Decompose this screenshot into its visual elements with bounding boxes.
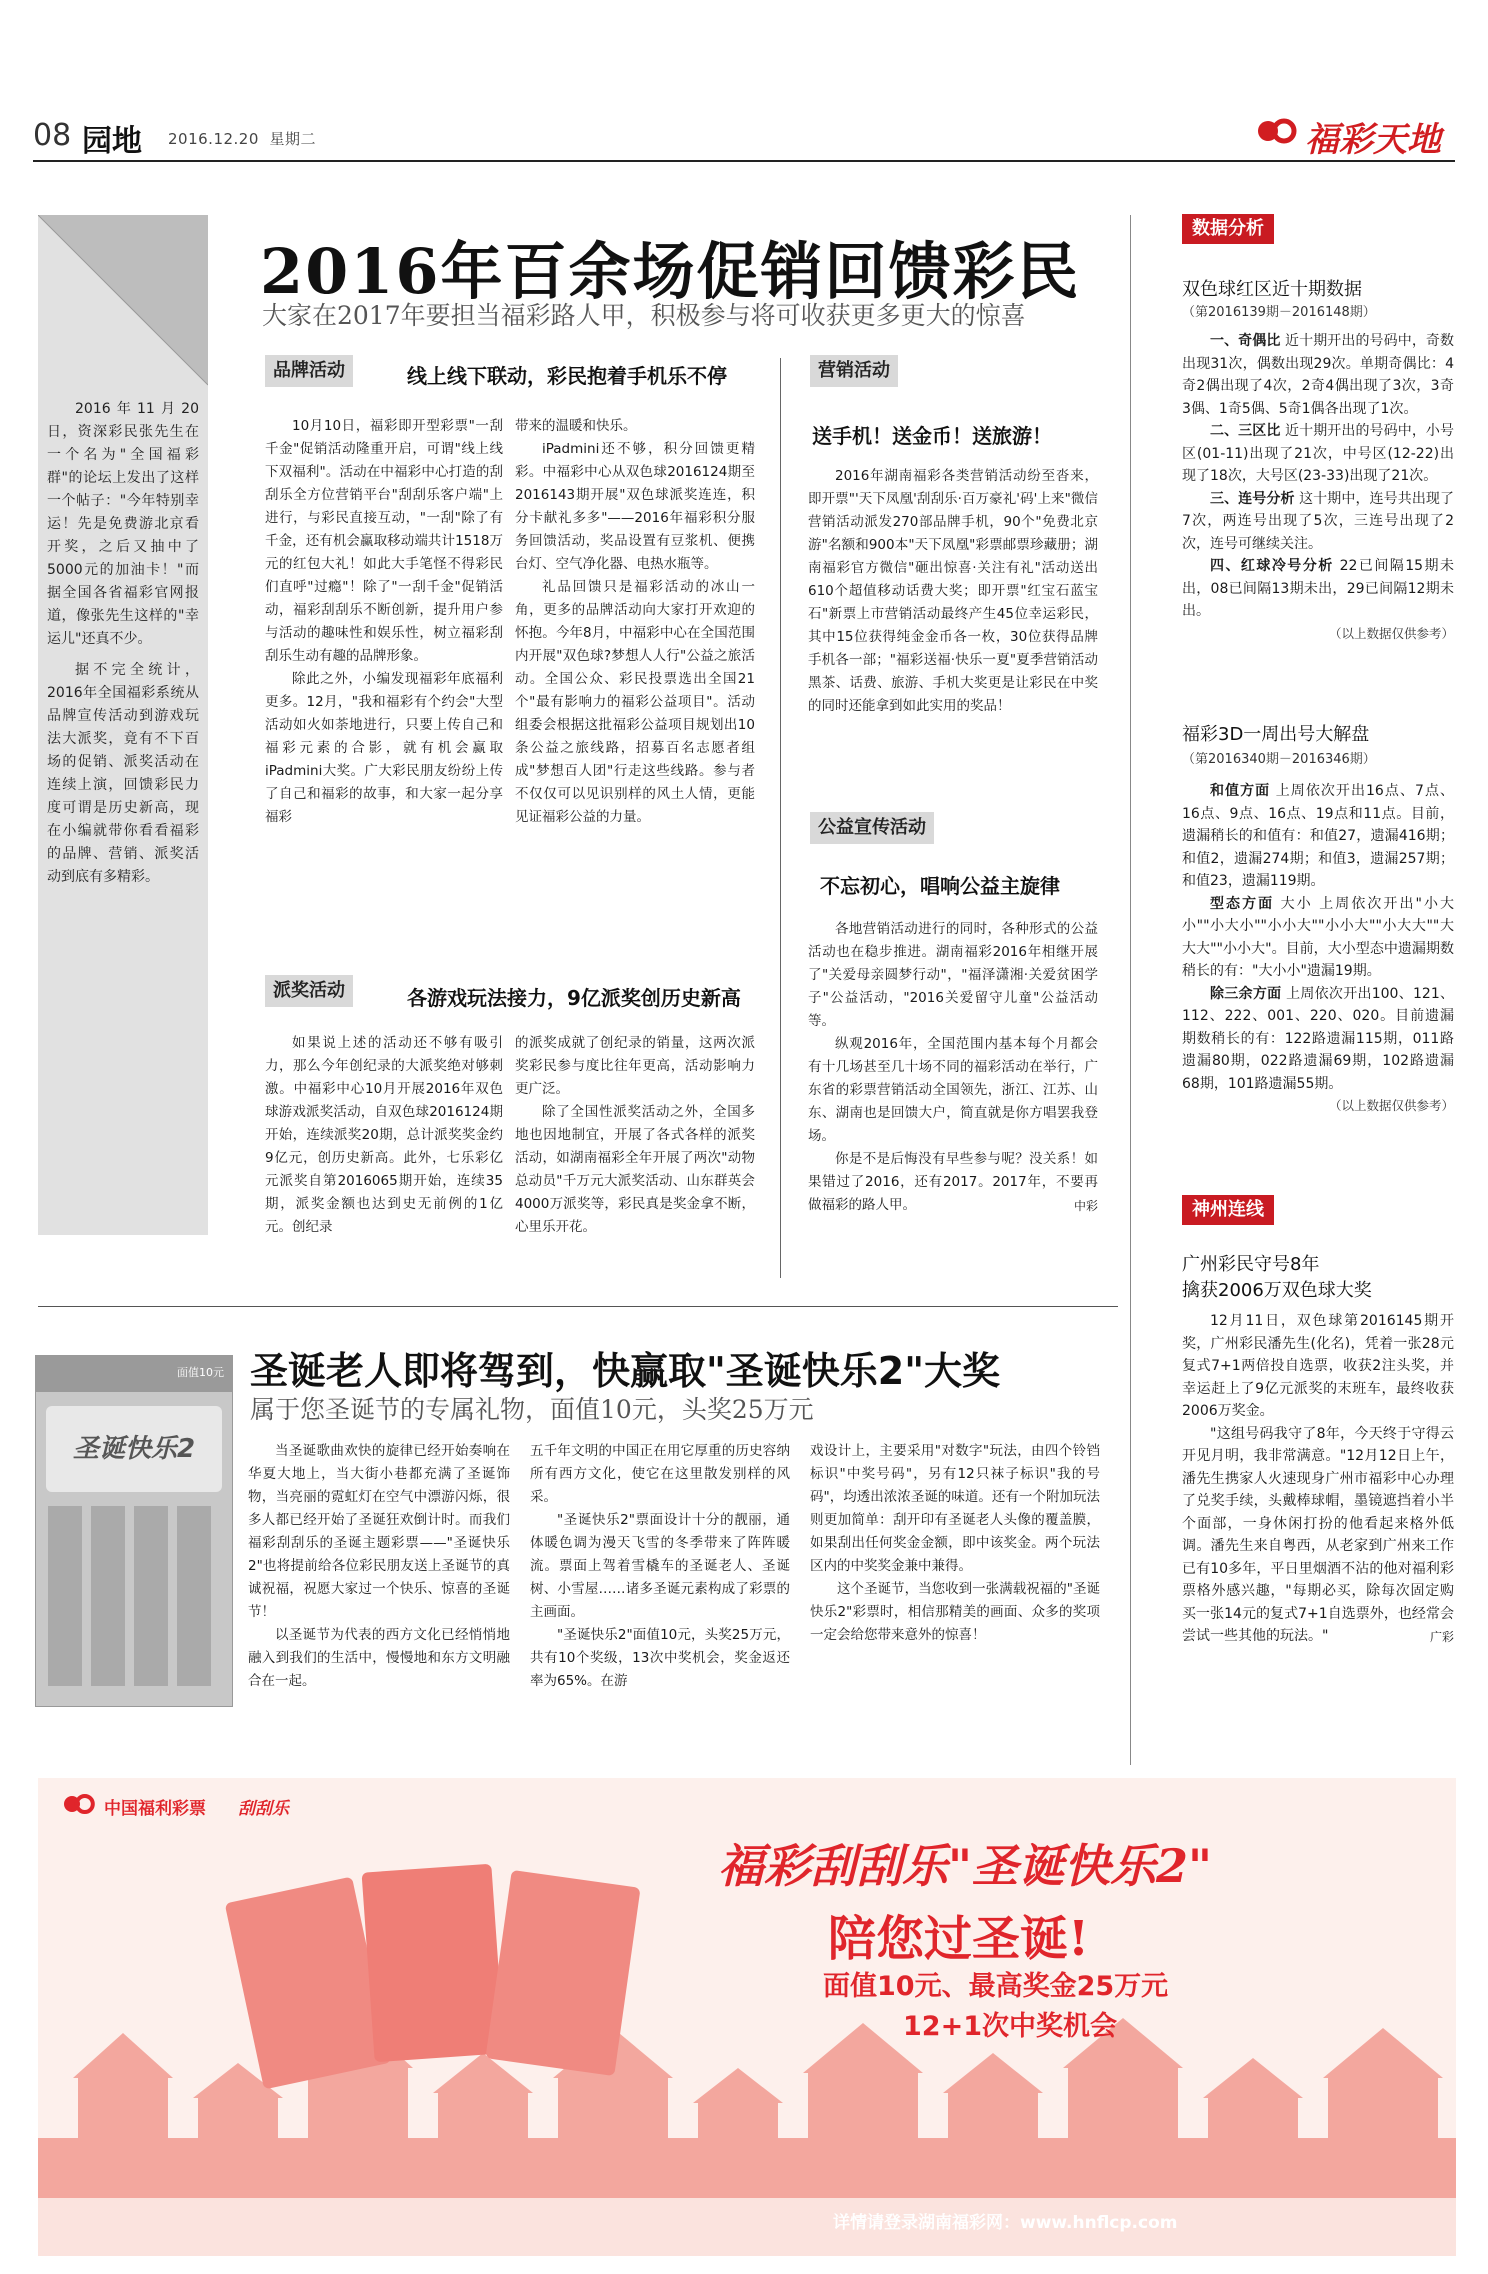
paragraph: 除了全国性派奖活动之外，全国多地也因地制宜，开展了各式各样的派奖活动，如湖南福彩全年开展了两次"动物总动员"千万元大派奖活动、山东群英会4000万派奖等，彩民真是奖金拿不断，心里乐开花。 (515, 1104, 755, 1235)
story2-subheadline: 属于您圣诞节的专属礼物，面值10元，头奖25万元 (250, 1395, 814, 1424)
page-number: 08 (33, 118, 72, 153)
public-welfare-tag: 公益宣传活动 (810, 812, 934, 844)
marketing-tag: 营销活动 (810, 355, 898, 387)
d3-analysis (1182, 780, 1454, 1118)
prize-column-2 (515, 1032, 755, 1239)
paragraph: 12月11日，双色球第2016145期开奖，广州彩民潘先生(化名)，凭着一张28元复式7+1两倍投自选票，收获2注头奖，并幸运赶上了9亿元派奖的末班车，最终收获2006万奖金。 (1182, 1313, 1454, 1419)
ssq-title: 双色球红区近十期数据 (1182, 279, 1362, 300)
item-key: 一、奇偶比 (1210, 333, 1281, 349)
ad-url[interactable]: 详情请登录湖南福彩网：www.hnflcp.com (833, 2213, 1178, 2233)
byline: 广彩 (1429, 1629, 1454, 1644)
story2-column-3 (810, 1440, 1100, 1647)
paragraph: 的派奖成就了创纪录的销量，这两次派奖彩民参与度比往年更高，活动影响力更广泛。 (515, 1035, 755, 1097)
news-header: 神州连线 (1182, 1195, 1274, 1225)
section-title: 园地 (82, 124, 142, 159)
item-key: 三、连号分析 (1210, 490, 1295, 507)
paragraph: 当圣诞歌曲欢快的旋律已经开始奏响在华夏大地上，当大街小巷都充满了圣诞饰物，当亮丽的霓虹灯在空气中漂游闪烁，很多人都已经开始了圣诞狂欢倒计时。而我们福彩刮刮乐的圣诞主题彩票——"圣诞快乐2"也将提前给各位彩民朋友送上圣诞节的真诚祝福，祝愿大家过一个快乐、惊喜的圣诞节！ (248, 1443, 510, 1620)
paragraph: 10月10日，福彩即开型彩票"一刮千金"促销活动隆重开启，可谓"线上线下双福利"。活动在中福彩中心打造的刮刮乐全方位营销平台"刮刮乐客户端"上进行，与彩民直接互动，"一刮"除了有千金，还有机会赢取移动端共计1518万元的红包大礼！如此大手笔怪不得彩民们直呼"过瘾"！除了"一刮千金"促销活动，福彩刮刮乐不断创新，提升用户参与活动的趣味性和娱乐性，树立福彩刮刮乐生动有趣的品牌形象。 (265, 418, 503, 664)
section-divider (38, 1306, 1118, 1307)
data-analysis-header: 数据分析 (1182, 214, 1274, 244)
brand-activity-tag: 品牌活动 (265, 355, 353, 387)
analysis-item (1182, 330, 1454, 420)
column-divider (780, 358, 781, 1278)
public-welfare-title: 不忘初心，唱响公益主旋律 (820, 874, 1060, 898)
paragraph: "这组号码我守了8年，今天终于守得云开见月明，我非常满意。"12月12日上午，潘先生携家人火速现身广州市福彩中心办理了兑奖手续，头戴棒球帽，墨镜遮挡着小半个面部，一身休闲打扮的他看起来格外低调。潘先生来自粤西，从老家到广州来工作已有10多年，平日里烟酒不沾的他对福利彩票格外感兴趣，"每期必买，除每次固定购买一张14元的复式7+1自选票外，也经常会尝试一些其他的玩法。" (1182, 1425, 1454, 1644)
item-key: 型态方面 (1210, 895, 1275, 912)
ticket-image (35, 1355, 233, 1707)
weekday-text: 星期二 (269, 130, 316, 148)
item-value: 上周依次开出100、121、112、222、001、220、020。目前遗漏期数稍长的有：122路遗漏115期，011路遗漏80期，022路遗漏69期，102路遗漏68期，101路遗漏55期。 (1182, 985, 1455, 1092)
paragraph: 带来的温暖和快乐。 (515, 418, 637, 434)
paragraph: 2016年湖南福彩各类营销活动纷至沓来，即开票"'天下凤凰'刮刮乐·百万豪礼'码'上来"微信营销活动派发270部品牌手机，90个"免费北京游"名额和900本"天下凤凰"彩票邮票珍藏册；湖南福彩官方微信"砸出惊喜·关注有礼"活动送出610个超值移动话费大奖；即开票"红宝石蓝宝石"新票上市营销活动最终产生45位幸运彩民，其中15位获得纯金金币各一枚，30位获得品牌手机各一部；"福彩送福·快乐一夏"夏季营销活动黑茶、话费、旅游、手机大奖更是让彩民在中奖的同时还能拿到如此实用的奖品！ (808, 468, 1098, 714)
ticket-title: 圣诞快乐2 (46, 1406, 222, 1492)
brand-activity-title: 线上线下联动，彩民抱着手机乐不停 (407, 364, 727, 388)
d3-title: 福彩3D一周出号大解盘 (1182, 724, 1370, 745)
d3-subtitle: （第2016340期－2016346期） (1182, 752, 1376, 767)
header-rule (33, 160, 1455, 162)
analysis-item (1182, 983, 1454, 1096)
paragraph: 以圣诞节为代表的西方文化已经悄悄地融入到我们的生活中，慢慢地和东方文明融合在一起。 (248, 1627, 510, 1689)
paragraph: 各地营销活动进行的同时，各种形式的公益活动也在稳步推进。湖南福彩2016年相继开展了"关爱母亲圆梦行动"，"福泽潇湘·关爱贫困学子"公益活动，"2016关爱留守儿童"公益活动等。 (808, 921, 1098, 1029)
ad-logo-text: 中国福利彩票 (104, 1799, 206, 1819)
brand-title: 福彩天地 (1305, 120, 1441, 160)
story2-column-2 (530, 1440, 790, 1693)
ad-line-2: 12+1次中奖机会 (903, 2011, 1117, 2042)
sidebar-decoration (38, 215, 208, 425)
paragraph: 纵观2016年，全国范围内基本每个月都会有十几场甚至几十场不同的福彩活动在举行，广东省的彩票营销活动全国领先，浙江、江苏、山东、湖南也是回馈大户，简直就是你方唱罢我登场。 (808, 1036, 1098, 1144)
main-headline: 2016年百余场促销回馈彩民 (260, 235, 1081, 308)
paragraph: 戏设计上，主要采用"对数字"玩法，由四个铃铛标识"中奖号码"，另有12只袜子标识"我的号码"，均透出浓浓圣诞的味道。还有一个附加玩法则更加简单：刮开印有圣诞老人头像的覆盖膜，如果刮出任何奖金金额，即中该奖金。两个玩法区内的中奖奖金兼中兼得。 (810, 1443, 1100, 1574)
analysis-item (1182, 893, 1454, 983)
marketing-column (808, 465, 1098, 718)
right-column-divider (1130, 215, 1131, 1765)
date-text: 2016.12.20 (168, 130, 259, 148)
item-value: 上周依次开出16点、7点、16点、9点、16点、19点和11点。目前，遗漏稍长的和值有：和值27，遗漏416期；和值2，遗漏274期；和值3，遗漏257期；和值23，遗漏119期。 (1182, 783, 1454, 889)
paragraph: 五千年文明的中国正在用它厚重的历史容纳所有西方文化，使它在这里散发别样的风采。 (530, 1443, 790, 1505)
item-key: 四、红球冷号分析 (1210, 558, 1334, 574)
paragraph: 你是不是后悔没有早些参与呢？没关系！如果错过了2016，还有2017。2017年，不要再做福彩的路人甲。 (808, 1151, 1098, 1213)
ticket-scratch-area (48, 1506, 220, 1686)
byline: 中彩 (1073, 1199, 1098, 1213)
news-body (1182, 1310, 1454, 1648)
ad-logo-sub: 刮刮乐 (238, 1799, 289, 1819)
story2-column-1 (248, 1440, 510, 1693)
analysis-item (1182, 555, 1454, 623)
item-key: 和值方面 (1210, 783, 1271, 799)
ad-banner (38, 1778, 1456, 2256)
brand-column-1 (265, 415, 503, 829)
intro-paragraph: 据不完全统计，2016年全国福彩系统从品牌宣传活动到游戏玩法大派奖，竟有不下百场的促销、派奖活动在连续上演，回馈彩民力度可谓是历史新高，现在小编就带你看看福彩的品牌、营销、派奖活动到底有多精彩。 (47, 662, 199, 885)
paragraph: 这个圣诞节，当您收到一张满载祝福的"圣诞快乐2"彩票时，相信那精美的画面、众多的奖项一定会给您带来意外的惊喜！ (810, 1581, 1100, 1643)
item-key: 除三余方面 (1210, 985, 1282, 1002)
analysis-item (1182, 420, 1454, 488)
paragraph: "圣诞快乐2"票面设计十分的靓丽，通体暖色调为漫天飞雪的冬季带来了阵阵暖流。票面上驾着雪橇车的圣诞老人、圣诞树、小雪屋……诸多圣诞元素构成了彩票的主画面。 (530, 1512, 790, 1620)
analysis-item (1182, 488, 1454, 556)
paragraph: 如果说上述的活动还不够有吸引力，那么今年创纪录的大派奖绝对够刺激。中福彩中心10月开展2016年双色球游戏派奖活动，自双色球2016124期开始，连续派奖20期，总计派奖奖金约9亿元，创历史新高。此外，七乐彩亿元派奖自第2016065期开始，连续35期，派奖金额也达到史无前例的1亿元。创纪录 (265, 1035, 503, 1235)
prize-activity-tag: 派奖活动 (265, 975, 353, 1007)
public-welfare-column (808, 918, 1098, 1218)
ssq-analysis (1182, 330, 1454, 645)
item-value: 22已间隔15期未出，08已间隔13期未出，29已间隔12期未出。 (1182, 558, 1455, 619)
item-value: 近十期开出的号码中，奇数出现31次，偶数出现29次。单期奇偶比：4奇2偶出现了4次，2奇4偶出现了3次，3奇3偶、1奇5偶、5奇1偶各出现了1次。 (1182, 333, 1455, 417)
item-value: 近十期开出的号码中，小号区(01-11)出现了21次，中号区(12-22)出现了18次，大号区(23-33)出现了21次。 (1182, 423, 1455, 484)
paragraph: "圣诞快乐2"面值10元，头奖25万元，共有10个奖级，13次中奖机会，奖金返还率为65%。在游 (530, 1627, 790, 1689)
disclaimer: （以上数据仅供参考） (1328, 1098, 1454, 1113)
paragraph: 礼品回馈只是福彩活动的冰山一角，更多的品牌活动向大家打开欢迎的怀抱。今年8月，中福彩中心在全国范围内开展"双色球?梦想人人行"公益之旅活动。全国公众、彩民投票选出全国21个"最有影响力的福彩公益项目"。活动组委会根据这批福彩公益项目规划出10条公益之旅线路，招募百名志愿者组成"梦想百人团"行走这些线路。参与者不仅仅可以见识别样的风土人情，更能见证福彩公益的力量。 (515, 579, 755, 825)
analysis-item (1182, 780, 1454, 893)
paragraph: 除此之外，小编发现福彩年底福利更多。12月，"我和福彩有个约会"大型活动如火如荼地进行，只要上传自己和福彩元素的合影，就有机会赢取iPadmini大奖。广大彩民朋友纷纷上传了自己和福彩的故事，和大家一起分享福彩 (265, 671, 503, 825)
prize-column-1 (265, 1032, 503, 1239)
ad-slogan: 陪您过圣诞! (828, 1911, 1090, 1967)
issue-date (168, 128, 316, 149)
paragraph: iPadmini还不够，积分回馈更精彩。中福彩中心从双色球2016124期至2016143期开展"双色球派奖连连，积分卡献礼多多"——2016年福彩积分服务回馈活动，奖品设置有豆浆机、便携台灯、空气净化器、电热水瓶等。 (515, 441, 755, 572)
item-value: 这十期中，连号共出现了7次，两连号出现了5次，三连号出现了2次，连号可继续关注。 (1182, 490, 1455, 552)
story2-headline: 圣诞老人即将驾到，快赢取"圣诞快乐2"大奖 (250, 1349, 1001, 1393)
ad-line-1: 面值10元、最高奖金25万元 (823, 1971, 1169, 2002)
news-title-line1: 广州彩民守号8年 (1182, 1254, 1320, 1275)
intro-text (47, 398, 199, 889)
ssq-subtitle: （第2016139期－2016148期） (1182, 305, 1376, 320)
fucai-logo-icon (1256, 116, 1300, 146)
brand-column-2 (515, 415, 755, 829)
news-title-line2: 擒获2006万双色球大奖 (1182, 1280, 1372, 1301)
prize-activity-title: 各游戏玩法接力，9亿派奖创历史新高 (407, 986, 741, 1010)
intro-paragraph: 2016年11月20日，资深彩民张先生在一个名为"全国福彩群"的论坛上发出了这样一个帖子："今年特别幸运！先是免费游北京看开奖，之后又抽中了5000元的加油卡！"而据全国各省福彩官网报道，像张先生这样的"幸运儿"还真不少。 (47, 401, 199, 647)
disclaimer: （以上数据仅供参考） (1328, 625, 1454, 641)
item-key: 二、三区比 (1210, 423, 1281, 439)
fucai-logo-icon (62, 1792, 98, 1816)
main-subheadline: 大家在2017年要担当福彩路人甲，积极参与将可收获更多更大的惊喜 (262, 301, 1026, 330)
item-value: 大小 上周依次开出"小大小""小大小""小小大""小小大""小大大""大大大""小小大"。目前，大小型态中遗漏期数稍长的有："大小小"遗漏19期。 (1182, 895, 1455, 979)
marketing-title: 送手机！送金币！送旅游！ (812, 424, 1052, 448)
ticket-price: 面值10元 (177, 1366, 224, 1379)
ad-title: 福彩刮刮乐"圣诞快乐2" (718, 1839, 1212, 1893)
